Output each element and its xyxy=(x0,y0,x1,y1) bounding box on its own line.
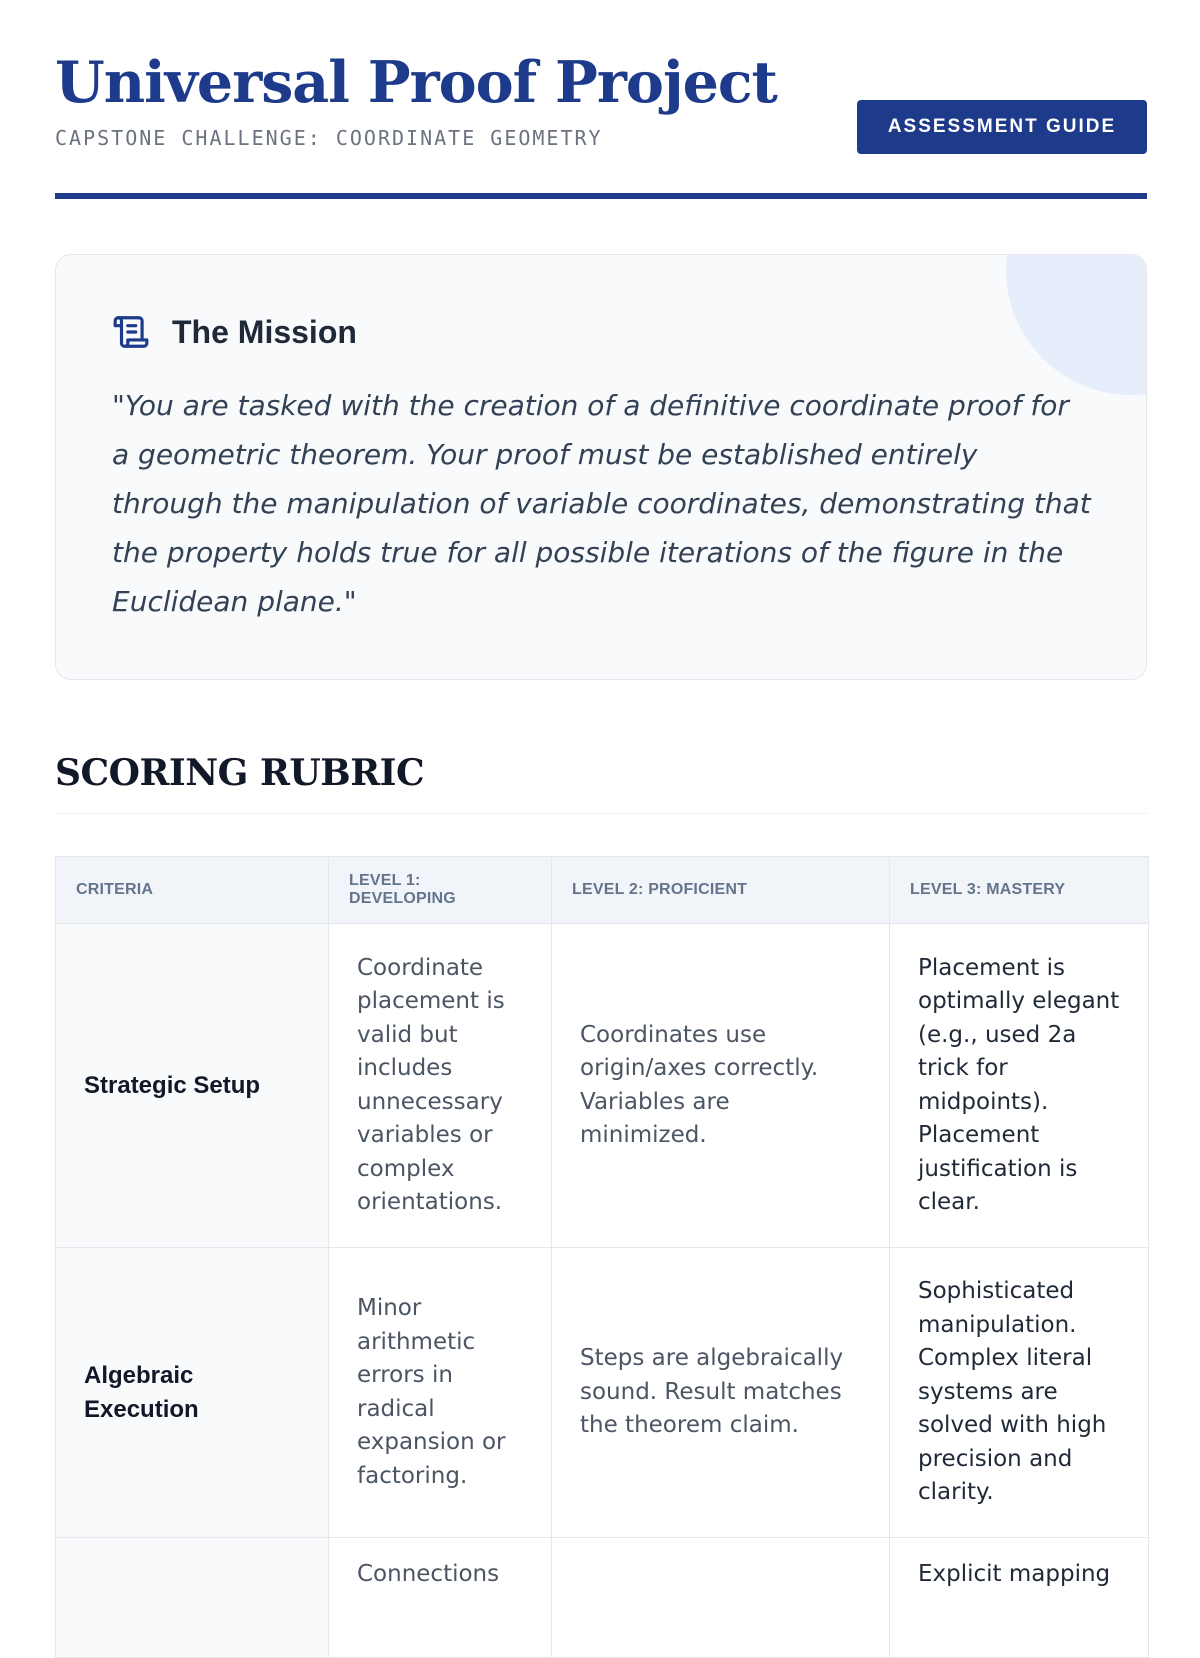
level-3-cell: Sophisticated manipulation. Complex literal systems are solved with high precision and clarity. xyxy=(890,1248,1149,1538)
rubric-header-row xyxy=(56,857,1149,924)
level-2-cell xyxy=(552,1538,890,1658)
header-divider xyxy=(55,193,1147,199)
mission-card xyxy=(55,254,1147,680)
table-row xyxy=(56,924,1149,1248)
assessment-guide-button[interactable]: ASSESSMENT GUIDE xyxy=(857,100,1147,154)
rubric-divider xyxy=(55,813,1147,814)
header-level-1: LEVEL 1: DEVELOPING xyxy=(329,857,552,924)
level-1-cell: Minor arithmetic errors in radical expansion or factoring. xyxy=(329,1248,552,1538)
decorative-circle xyxy=(1006,254,1147,395)
criteria-cell xyxy=(56,1538,329,1658)
table-row xyxy=(56,1248,1149,1538)
header xyxy=(55,0,1147,200)
level-2-cell: Coordinates use origin/axes correctly. Variables are minimized. xyxy=(552,924,890,1248)
page-subtitle: CAPSTONE CHALLENGE: COORDINATE GEOMETRY xyxy=(55,126,603,150)
mission-header xyxy=(112,313,357,351)
level-2-cell: Steps are algebraically sound. Result matches the theorem claim. xyxy=(552,1248,890,1538)
level-1-cell: Coordinate placement is valid but includes unnecessary variables or complex orientations. xyxy=(329,924,552,1248)
criteria-cell: Strategic Setup xyxy=(56,924,329,1248)
header-criteria: CRITERIA xyxy=(56,857,329,924)
header-level-2: LEVEL 2: PROFICIENT xyxy=(552,857,890,924)
level-1-cell: Connections xyxy=(329,1538,552,1658)
table-row xyxy=(56,1538,1149,1658)
rubric-title: SCORING RUBRIC xyxy=(55,752,425,794)
header-level-3: LEVEL 3: MASTERY xyxy=(890,857,1149,924)
page xyxy=(55,0,1147,1587)
rubric-table xyxy=(55,856,1149,1658)
mission-title: The Mission xyxy=(172,313,357,350)
level-3-cell: Placement is optimally elegant (e.g., used 2a trick for midpoints). Placement justification is clear. xyxy=(890,924,1149,1248)
level-3-cell: Explicit mapping xyxy=(890,1538,1149,1658)
page-title: Universal Proof Project xyxy=(55,49,777,116)
scroll-icon xyxy=(112,313,150,351)
criteria-cell: Algebraic Execution xyxy=(56,1248,329,1538)
mission-quote: "You are tasked with the creation of a definitive coordinate proof for a geometric theorem. Your proof must be established entirely through the manipulation of variable coordinates, demonstrating that the property holds true for all possible iterations of the figure in the Euclidean plane." xyxy=(112,389,1091,618)
